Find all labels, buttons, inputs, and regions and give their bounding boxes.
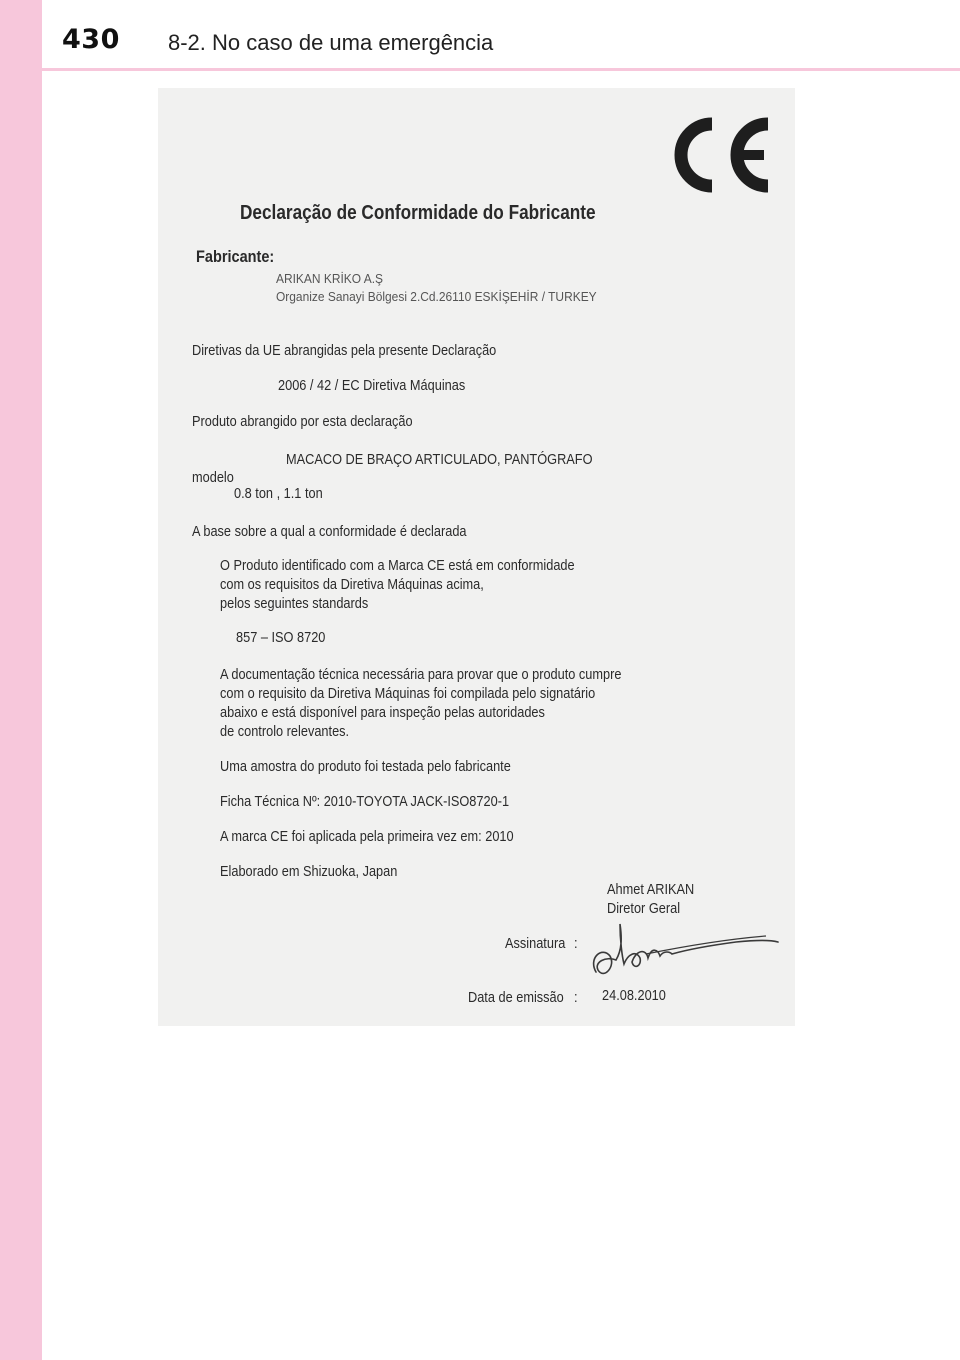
directives-label: Diretivas da UE abrangidas pela presente Declaração (192, 343, 497, 359)
ce-first-applied-text: A marca CE foi aplicada pela primeira vez em: 2010 (220, 829, 514, 845)
issue-date-label: Data de emissão (468, 990, 564, 1006)
directive-text: 2006 / 42 / EC Diretiva Máquinas (278, 378, 466, 394)
technical-file-text: Ficha Técnica Nº: 2010-TOYOTA JACK-ISO8720-1 (220, 794, 510, 810)
manufacturer-address: Organize Sanayi Bölgesi 2.Cd.26110 ESKİŞEHİR / TURKEY (276, 289, 597, 304)
standard-value: 857 – ISO 8720 (236, 630, 326, 646)
basis-line: O Produto identificado com a Marca CE está em conformidade (220, 558, 575, 574)
document-title: Declaração de Conformidade do Fabricante (240, 202, 596, 224)
model-values: 0.8 ton , 1.1 ton (234, 486, 323, 502)
signatory-name: Ahmet ARIKAN (607, 882, 695, 898)
page-number: 430 (62, 24, 120, 55)
side-color-band (0, 0, 42, 1360)
documentation-line: A documentação técnica necessária para provar que o produto cumpre (220, 667, 622, 683)
sample-tested-text: Uma amostra do produto foi testada pelo fabricante (220, 759, 511, 775)
manufacturer-name: ARIKAN KRİKO A.Ş (276, 271, 384, 286)
basis-line: com os requisitos da Diretiva Máquinas acima, (220, 577, 484, 593)
manufacturer-label: Fabricante: (196, 248, 275, 266)
handwritten-signature (586, 910, 786, 990)
issue-date-value: 24.08.2010 (602, 988, 666, 1004)
basis-line: pelos seguintes standards (220, 596, 369, 612)
product-label: Produto abrangido por esta declaração (192, 414, 413, 430)
documentation-line: de controlo relevantes. (220, 724, 350, 740)
documentation-line: com o requisito da Diretiva Máquinas foi compilada pelo signatário (220, 686, 596, 702)
ce-mark-logo (668, 114, 776, 196)
signature-label: Assinatura (505, 936, 566, 952)
signatory-title: Diretor Geral (607, 901, 681, 917)
header-divider (42, 68, 960, 71)
model-label: modelo (192, 470, 234, 486)
prepared-in-text: Elaborado em Shizuoka, Japan (220, 864, 398, 880)
section-title: 8-2. No caso de uma emergência (168, 30, 494, 55)
basis-label: A base sobre a qual a conformidade é declarada (192, 524, 467, 540)
declaration-document (158, 88, 795, 1026)
documentation-line: abaixo e está disponível para inspeção pelas autoridades (220, 705, 545, 721)
product-name: MACACO DE BRAÇO ARTICULADO, PANTÓGRAFO (286, 452, 593, 468)
issue-date-colon: : (574, 990, 578, 1006)
signature-colon: : (574, 936, 578, 952)
